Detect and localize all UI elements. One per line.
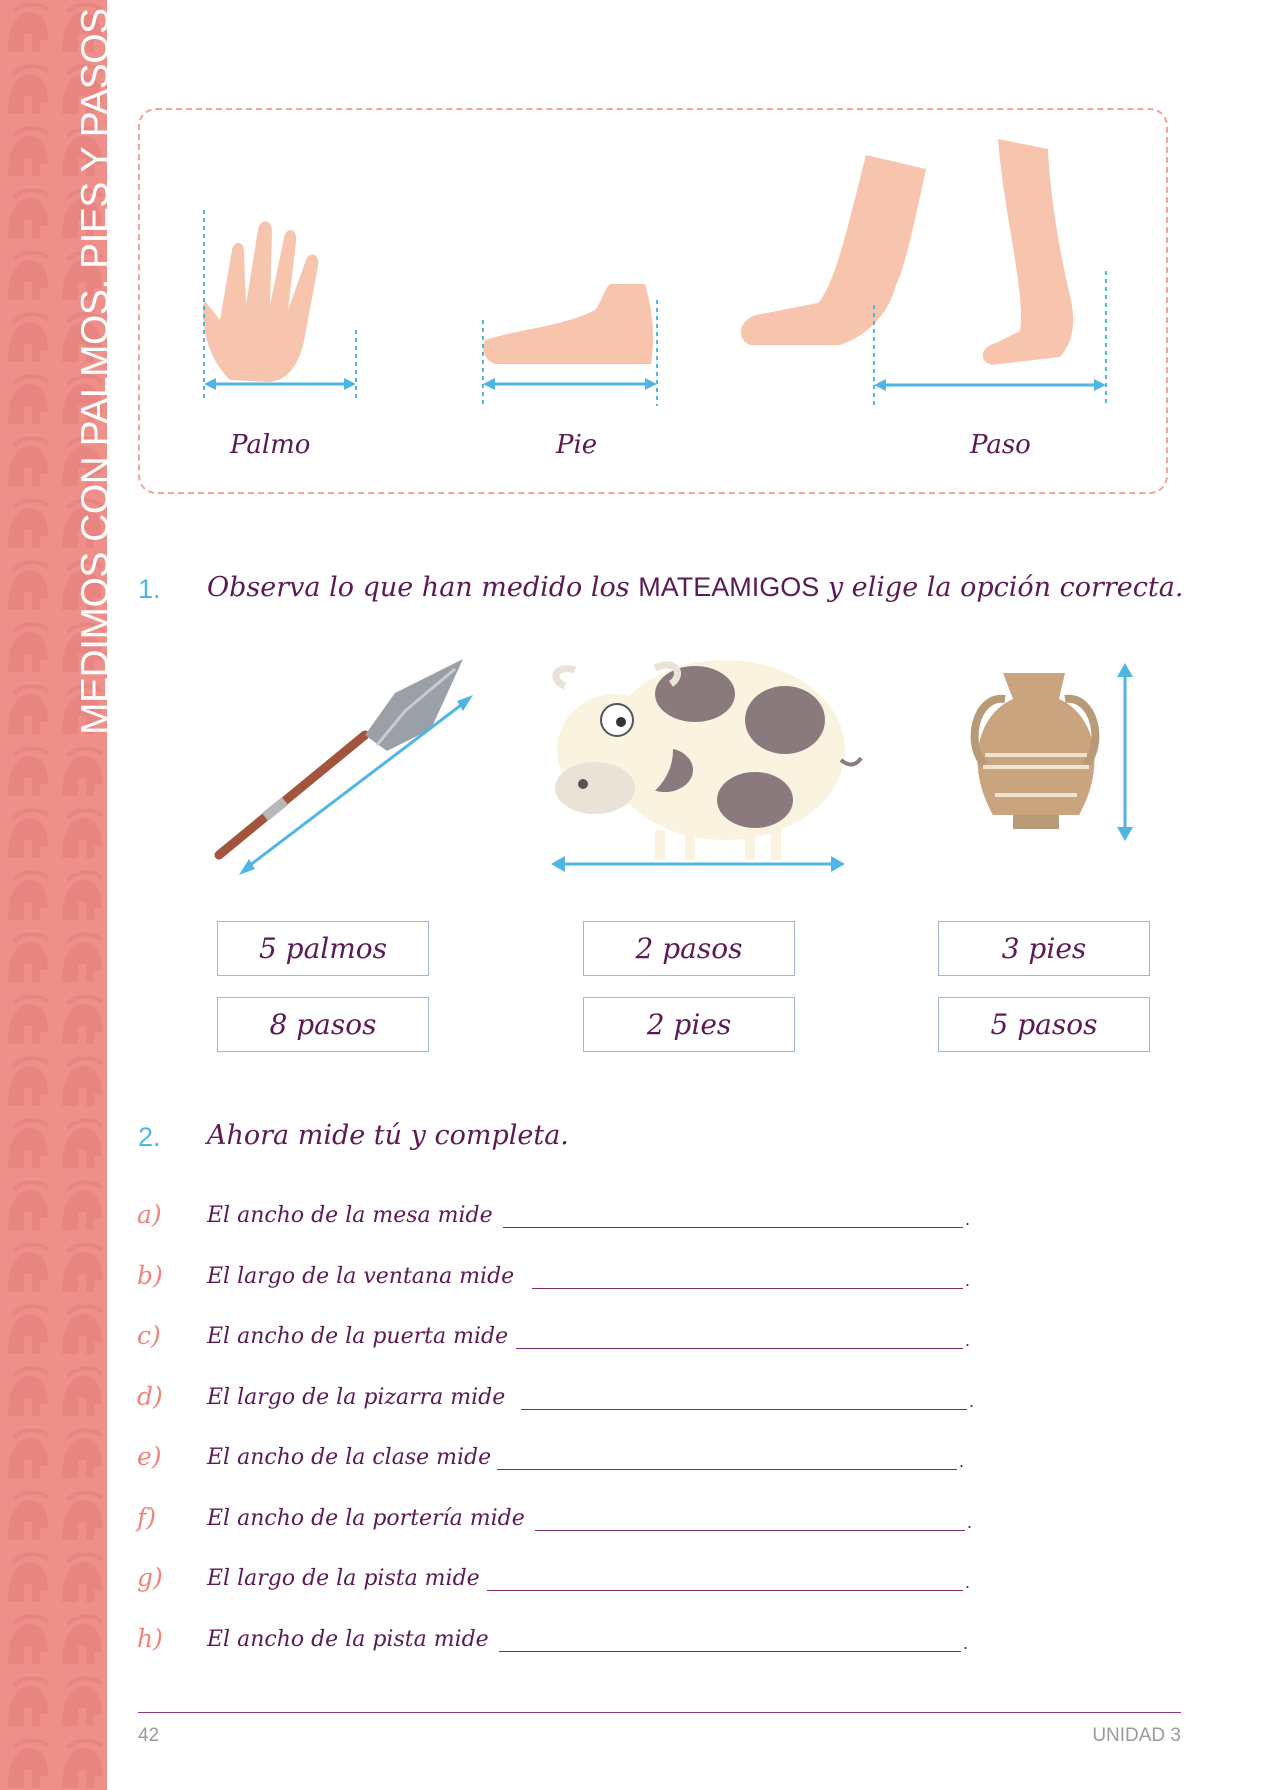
answer-blank[interactable]: [487, 1590, 963, 1591]
row-letter: b): [137, 1260, 163, 1290]
option-spear-1[interactable]: 5 palmos: [217, 921, 429, 976]
option-amphora-1[interactable]: 3 pies: [938, 921, 1150, 976]
exercise-1-number: 1.: [138, 574, 161, 604]
row-letter: a): [137, 1200, 162, 1229]
answer-blank[interactable]: [535, 1530, 965, 1531]
exercise-1-instruction: [207, 572, 1183, 603]
spear-illustration: [205, 655, 485, 885]
row-letter: g): [137, 1563, 163, 1592]
option-amphora-2[interactable]: 5 pasos: [938, 997, 1150, 1052]
page-number: 42: [138, 1725, 160, 1746]
label-paso: Paso: [970, 430, 1031, 460]
row-letter: c): [137, 1321, 161, 1350]
mateamigos-label: MATEAMIGOS: [638, 572, 820, 602]
step-illustration: [730, 135, 1110, 410]
answer-blank[interactable]: [503, 1227, 963, 1228]
instruction-part-1: Observa lo que han medido los: [207, 572, 630, 603]
row-text: El ancho de la portería mide: [207, 1505, 525, 1531]
row-end-period: .: [965, 1269, 971, 1290]
option-spear-2[interactable]: 8 pasos: [217, 997, 429, 1052]
row-text: El ancho de la clase mide: [207, 1445, 492, 1470]
cow-illustration: [545, 650, 865, 900]
row-end-period: .: [965, 1330, 971, 1350]
row-letter: h): [137, 1623, 163, 1653]
row-letter: d): [137, 1381, 163, 1411]
answer-blank[interactable]: [499, 1651, 961, 1652]
row-end-period: .: [965, 1209, 971, 1229]
row-text: El ancho de la mesa mide: [207, 1203, 493, 1228]
foot-illustration: [475, 280, 675, 410]
row-end-period: .: [967, 1511, 973, 1532]
row-text: El largo de la pista mide: [207, 1566, 480, 1591]
answer-blank[interactable]: [521, 1409, 967, 1410]
row-letter: f): [137, 1502, 157, 1532]
row-end-period: .: [965, 1572, 971, 1592]
sidebar: [0, 0, 117, 1790]
row-text: El ancho de la puerta mide: [207, 1324, 509, 1349]
row-text: El largo de la pizarra mide: [207, 1384, 506, 1410]
answer-blank[interactable]: [532, 1288, 963, 1289]
row-text: El ancho de la pista mide: [207, 1626, 489, 1652]
instruction-part-2: y elige la opción correcta.: [827, 572, 1184, 603]
row-letter: e): [137, 1442, 162, 1471]
unit-label: UNIDAD 3: [1092, 1725, 1181, 1746]
sidebar-title: MEDIMOS CON PALMOS, PIES Y PASOS: [74, 8, 117, 735]
row-end-period: .: [959, 1451, 965, 1471]
footer-divider: [138, 1712, 1181, 1713]
amphora-illustration: [955, 655, 1155, 855]
exercise-2-instruction: Ahora mide tú y completa.: [207, 1120, 569, 1151]
answer-blank[interactable]: [497, 1469, 957, 1470]
option-cow-1[interactable]: 2 pasos: [583, 921, 795, 976]
label-palmo: Palmo: [230, 430, 311, 460]
label-pie: Pie: [556, 430, 598, 460]
row-end-period: .: [963, 1632, 969, 1653]
row-text: El largo de la ventana mide: [207, 1263, 515, 1289]
exercise-2-number: 2.: [138, 1122, 161, 1152]
option-cow-2[interactable]: 2 pies: [583, 997, 795, 1052]
row-end-period: .: [969, 1390, 975, 1411]
answer-blank[interactable]: [516, 1348, 963, 1349]
hand-illustration: [190, 210, 370, 410]
